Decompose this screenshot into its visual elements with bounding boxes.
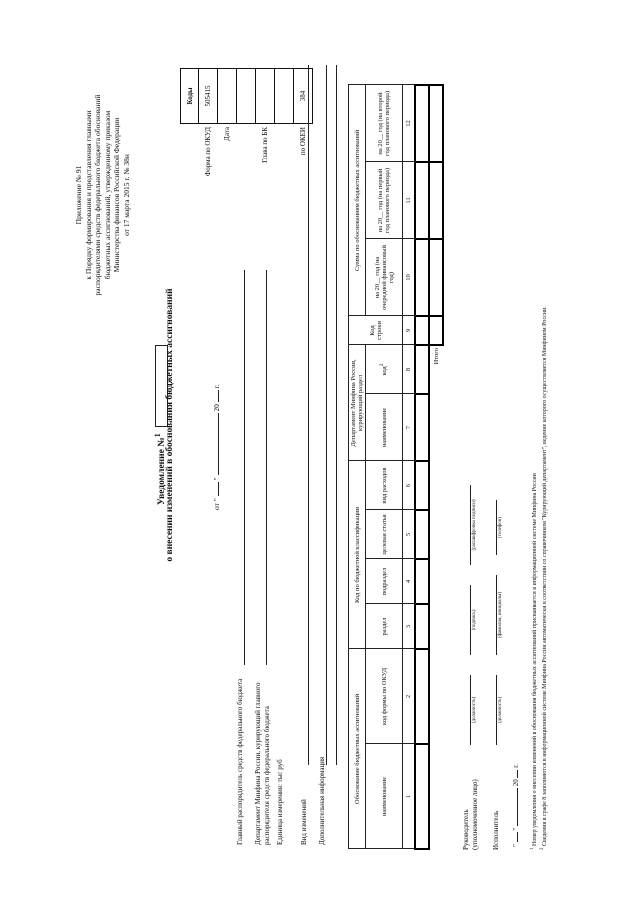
codes-box	[180, 65, 313, 270]
col-number: 3	[403, 604, 416, 649]
date-year-prefix: 20	[212, 404, 221, 412]
date-month-field[interactable]	[218, 413, 219, 475]
appendix-line: распорядителями средств федерального бюджета обоснований	[93, 94, 102, 296]
head-signature-field[interactable]	[470, 585, 471, 655]
col-number: 1	[403, 744, 416, 849]
header-justification: Обоснование бюджетных ассигнований	[349, 649, 366, 849]
code-value-okud[interactable]: 505415	[199, 69, 218, 124]
code-label-blank-2	[275, 124, 294, 271]
department-label-line2: распорядителя средств федерального бюджета	[262, 706, 271, 845]
col-number: 9	[403, 316, 416, 345]
head-signature-caption: (подпись)	[472, 609, 477, 631]
cell-target[interactable]	[415, 510, 429, 559]
code-label-blank	[237, 124, 256, 271]
notice-subtitle: о внесении изменений в обоснования бюджетных ассигнований	[165, 288, 175, 562]
additional-info-field-2[interactable]	[336, 65, 337, 765]
cell-year2[interactable]	[415, 162, 429, 239]
notice-title-text: Уведомление №	[157, 437, 168, 506]
code-value-date[interactable]	[218, 69, 237, 124]
code-value-chapter[interactable]	[256, 69, 275, 124]
chief-manager-field[interactable]	[244, 270, 245, 665]
executor-name-field[interactable]	[496, 575, 497, 655]
cell-expense[interactable]	[415, 461, 429, 510]
col-number: 4	[403, 559, 416, 604]
head-position-caption: (должность)	[472, 696, 477, 724]
department-label-line1: Департамент Минфина России, курирующий главного	[254, 682, 262, 845]
signature-date-quote: "	[512, 827, 520, 831]
col-number: 12	[403, 85, 416, 162]
executor-position-caption: (должность)	[498, 696, 503, 724]
appendix-header	[74, 45, 131, 345]
change-type-label: Вид изменений	[300, 799, 308, 845]
cell-okud[interactable]	[415, 649, 429, 744]
header-row-code: Код строки	[349, 316, 403, 345]
head-position-field[interactable]	[470, 675, 471, 745]
header-budget-code: Код по бюджетной классификации	[349, 461, 366, 649]
cell-name[interactable]	[415, 744, 429, 849]
signature-date-suffix: г.	[512, 763, 520, 768]
executor-position-field[interactable]	[496, 675, 497, 745]
appendix-line: Министерства финансов Российской Федерации	[112, 117, 121, 273]
notice-title-footnote-mark: 1	[153, 433, 162, 438]
code-value-blank-2[interactable]	[275, 69, 294, 124]
department-field[interactable]	[266, 270, 267, 665]
total-year2[interactable]	[429, 162, 443, 239]
appendix-line: к Порядку формирования и представления главными	[83, 110, 93, 280]
executor-phone-caption: (телефон)	[498, 517, 503, 538]
footnote-2-mark: 2	[540, 847, 545, 850]
head-label	[462, 779, 479, 850]
justification-table	[348, 84, 444, 850]
codes-header: Коды	[181, 69, 199, 124]
signature-date-prefix: "	[512, 844, 520, 847]
code-label-chapter: Глава по БК	[261, 127, 269, 163]
department-label	[254, 683, 271, 845]
col-number: 10	[403, 239, 416, 316]
unit-label: Единица измерения: тыс руб	[276, 759, 284, 845]
signature-date-day-field[interactable]	[517, 832, 518, 842]
col-year1: на 20__ год (на очередной финансовый год)	[366, 239, 403, 316]
date-year-suffix: г.	[212, 384, 221, 389]
col-dept-code-footnote: 2	[379, 363, 386, 367]
cell-dept-code[interactable]	[415, 345, 429, 394]
total-year1[interactable]	[429, 239, 443, 316]
col-expense: вид расходов	[366, 461, 403, 510]
col-number: 7	[403, 394, 416, 461]
footnote-2	[540, 306, 548, 850]
code-label-date: Дата	[223, 127, 231, 141]
cell-subsection[interactable]	[415, 559, 429, 604]
head-label-line2: (уполномоченное лицо)	[470, 779, 479, 850]
total-year3[interactable]	[429, 85, 443, 162]
cell-row-code[interactable]	[415, 316, 429, 345]
additional-info-label: Дополнительная информация	[318, 756, 326, 845]
footnote-1-text: Номер уведомления о внесении изменений в обоснования бюджетных ассигнований присваивается в информационной системе Минфина России	[532, 473, 538, 846]
col-year3: на 20__ год (на второй год планового периода)	[366, 85, 403, 162]
footnote-2-text: Сведения в графе 8 заполняются в информационной системе Минфина России автоматически в соответствии со справочником "Курирующий департамент", ведение которого осуществляется Минфином России.	[542, 306, 548, 846]
col-number: 8	[403, 345, 416, 394]
code-value-okei[interactable]: 384	[294, 69, 313, 124]
signature-date-year: 20	[512, 779, 520, 787]
footnote-1-mark: 1	[530, 847, 535, 850]
col-target: целевая статья	[366, 510, 403, 559]
date-day-field[interactable]	[218, 482, 219, 496]
col-number: 11	[403, 162, 416, 239]
notice-date	[212, 384, 221, 510]
head-name-field[interactable]	[470, 485, 471, 565]
code-label-okud: Форма по ОКУД	[204, 127, 212, 177]
col-dept-code	[366, 345, 403, 394]
total-row	[429, 85, 443, 849]
total-row-code[interactable]	[429, 316, 443, 345]
executor-label: Исполнитель	[492, 810, 500, 850]
col-year2: на 20__ год (на первый год планового периода)	[366, 162, 403, 239]
col-number: 2	[403, 649, 416, 744]
cell-dept-name[interactable]	[415, 394, 429, 461]
col-dept-code-text: код	[381, 366, 389, 376]
col-section: раздел	[366, 604, 403, 649]
head-label-line1: Руководитель	[462, 809, 470, 850]
cell-year1[interactable]	[415, 239, 429, 316]
appendix-line: Приложение № 91	[74, 165, 83, 225]
col-number: 5	[403, 510, 416, 559]
footnote-1	[530, 473, 538, 850]
col-dept-name: наименование	[366, 394, 403, 461]
additional-info-field[interactable]	[326, 65, 327, 765]
chief-manager-label: Главный распорядитель средств федерального бюджета	[236, 678, 244, 845]
appendix-line: бюджетных ассигнований, утвержденному приказом	[102, 110, 112, 280]
code-label-okei: по ОКЕИ	[299, 127, 307, 156]
change-type-field[interactable]	[308, 65, 309, 765]
table-row	[415, 85, 429, 849]
code-value-blank[interactable]	[237, 69, 256, 124]
executor-name-caption: (фамилия, инициалы)	[498, 591, 503, 639]
executor-phone-field[interactable]	[496, 500, 497, 555]
head-name-caption: (расшифровка подписи)	[472, 499, 477, 551]
header-department: Департамент Минфина России, курирующий раздел	[349, 345, 366, 461]
col-subsection: подраздел	[366, 559, 403, 604]
signature-date-month-field[interactable]	[517, 788, 518, 826]
cell-year3[interactable]	[415, 85, 429, 162]
col-okud: код формы по ОКУД	[366, 649, 403, 744]
date-quote: "	[212, 477, 221, 481]
cell-section[interactable]	[415, 604, 429, 649]
signature-date	[512, 764, 521, 847]
total-label: Итого	[433, 348, 440, 365]
appendix-line: от 17 марта 2015 г. № 38н	[121, 154, 131, 236]
date-year-field[interactable]	[218, 390, 219, 402]
date-prefix: от "	[212, 498, 221, 510]
col-number: 6	[403, 461, 416, 510]
header-amounts: Сумма по обоснованиям бюджетных ассигнований	[349, 85, 366, 316]
signature-date-year-field[interactable]	[517, 770, 518, 778]
col-name: наименование	[366, 744, 403, 849]
